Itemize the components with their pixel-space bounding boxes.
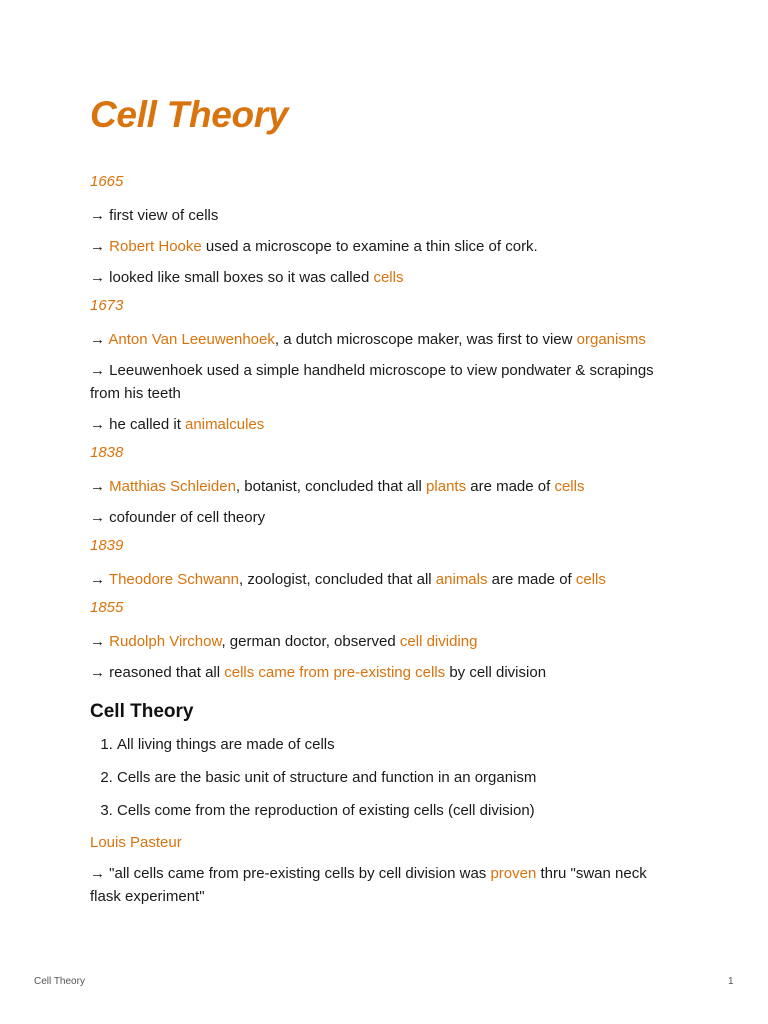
highlighted-term: animalcules [185, 416, 265, 433]
note-line [90, 506, 670, 529]
footer-title: Cell Theory [34, 976, 85, 987]
note-text: , a dutch microscope maker, was first to view [274, 331, 577, 348]
note-text: → reasoned that all [90, 664, 225, 681]
cell-theory-list [90, 733, 670, 822]
note-text: , zoologist, concluded that all [239, 571, 436, 588]
list-item: 1. All living things are made of cells [117, 733, 670, 756]
pasteur-name: Louis Pasteur [90, 834, 182, 851]
document-page [90, 92, 670, 916]
highlighted-term: cells came from pre-existing cells [224, 664, 446, 681]
note-text: thru "swan neck flask experiment" [90, 865, 647, 905]
year-heading: 1855 [90, 599, 124, 616]
note-text: by cell division [445, 664, 547, 681]
note-text: , botanist, concluded that all [235, 478, 427, 495]
highlighted-term: plants [426, 478, 467, 495]
page-number: 1 [728, 976, 734, 987]
highlighted-term: Anton Van Leeuwenhoek [108, 331, 275, 348]
note-text: → [90, 571, 109, 588]
highlighted-term: cell dividing [399, 633, 478, 650]
note-text: → "all cells came from pre-existing cells by cell division was [90, 865, 491, 882]
note-text: → [90, 238, 110, 255]
highlighted-term: Theodore Schwann [108, 571, 239, 588]
list-item: 2. Cells are the basic unit of structure and function in an organism [117, 766, 670, 789]
highlighted-term: animals [435, 571, 488, 588]
note-text: → [90, 633, 110, 650]
timeline [90, 173, 670, 684]
year-heading: 1838 [90, 444, 124, 461]
list-item: 3. Cells come from the reproduction of existing cells (cell division) [117, 799, 670, 822]
highlighted-term: cells [373, 269, 404, 286]
note-line [90, 862, 670, 908]
note-line [90, 413, 670, 436]
note-text: , german doctor, observed [221, 633, 400, 650]
note-text: → [90, 331, 109, 348]
note-text: are made of [487, 571, 576, 588]
note-text: used a microscope to examine a thin slice of cork. [201, 238, 538, 255]
note-line [90, 475, 670, 498]
note-line [90, 328, 670, 351]
highlighted-term: Robert Hooke [109, 238, 202, 255]
note-text: → looked like small boxes so it was called [90, 269, 374, 286]
year-heading: 1673 [90, 297, 124, 314]
note-text: → he called it [90, 416, 186, 433]
highlighted-term: Rudolph Virchow [109, 633, 222, 650]
note-line [90, 204, 670, 227]
highlighted-term: cells [575, 571, 606, 588]
note-line [90, 568, 670, 591]
note-line [90, 266, 670, 289]
note-line [90, 359, 670, 405]
year-heading: 1839 [90, 537, 124, 554]
highlighted-term: organisms [576, 331, 646, 348]
note-line [90, 235, 670, 258]
highlighted-term: proven [490, 865, 537, 882]
note-line [90, 630, 670, 653]
note-text: → [90, 478, 110, 495]
note-line [90, 661, 670, 684]
cell-theory-heading: Cell Theory [90, 701, 194, 722]
pasteur-notes [90, 862, 670, 908]
year-heading: 1665 [90, 173, 124, 190]
note-text: → first view of cells [90, 207, 219, 224]
highlighted-term: Matthias Schleiden [109, 478, 236, 495]
highlighted-term: cells [554, 478, 585, 495]
note-text: → cofounder of cell theory [90, 509, 266, 526]
page-title: Cell Theory [90, 94, 289, 135]
note-text: are made of [466, 478, 555, 495]
note-text: → Leeuwenhoek used a simple handheld microscope to view pondwater & scrapings from his teeth [90, 362, 654, 402]
